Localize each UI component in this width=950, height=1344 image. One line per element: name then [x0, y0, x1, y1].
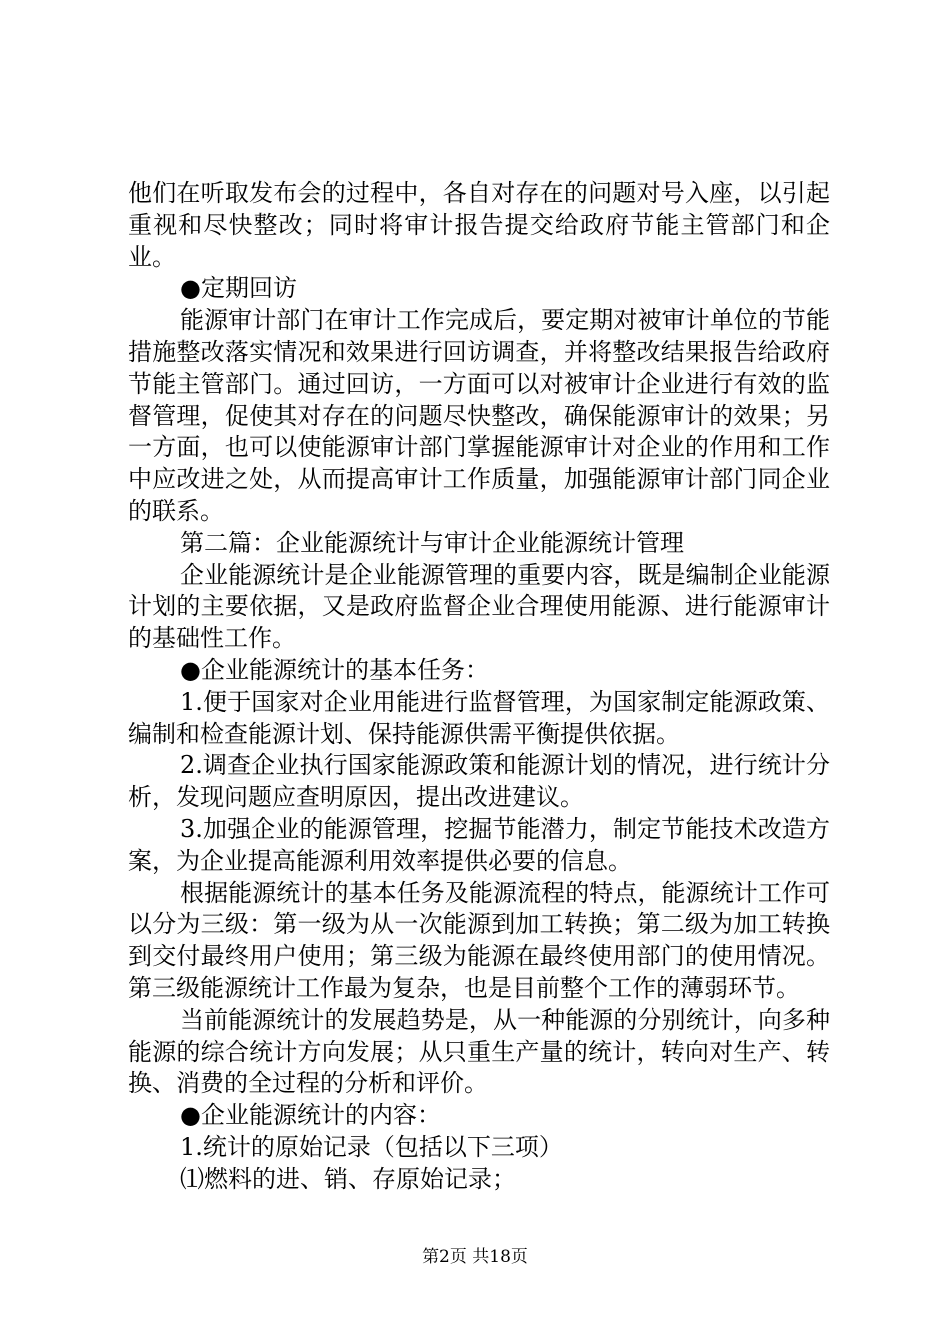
bullet-heading: ●企业能源统计的内容： [180, 1101, 441, 1130]
paragraph: 根据能源统计的基本任务及能源流程的特点，能源统计工作可以分为三级：第一级为从一次能源到加工转换；第二级为加工转换到交付最终用户使用；第三级为能源在最终使用部门的使用情况。第三级能源统计工作最为复杂，也是目前整个工作的薄弱环节。 [128, 878, 830, 1002]
list-item: 1.统计的原始记录（包括以下三项） [180, 1132, 563, 1161]
section-title: 第二篇：企业能源统计与审计企业能源统计管理 [180, 528, 684, 557]
list-item: ⑴燃料的进、销、存原始记录； [180, 1164, 516, 1193]
bullet-heading: ●企业能源统计的基本任务： [180, 655, 489, 684]
paragraph: 他们在听取发布会的过程中，各自对存在的问题对号入座，以引起重视和尽快整改；同时将审计报告提交给政府节能主管部门和企业。 [128, 179, 830, 271]
list-item: 2.调查企业执行国家能源政策和能源计划的情况，进行统计分析，发现问题应查明原因，提出改进建议。 [128, 751, 830, 812]
page-footer: 第2页 共18页 [422, 1247, 528, 1267]
list-item: 3.加强企业的能源管理，挖掘节能潜力，制定节能技术改造方案，为企业提高能源利用效率提供必要的信息。 [128, 814, 830, 875]
list-item: 1.便于国家对企业用能进行监督管理，为国家制定能源政策、编制和检查能源计划、保持能源供需平衡提供依据。 [128, 687, 830, 748]
paragraph: 当前能源统计的发展趋势是，从一种能源的分别统计，向多种能源的综合统计方向发展；从只重生产量的统计，转向对生产、转换、消费的全过程的分析和评价。 [128, 1005, 830, 1098]
bullet-heading: ●定期回访 [180, 274, 297, 303]
document-body [128, 178, 830, 1196]
paragraph: 能源审计部门在审计工作完成后，要定期对被审计单位的节能措施整改落实情况和效果进行回访调查，并将整改结果报告给政府节能主管部门。通过回访，一方面可以对被审计企业进行有效的监督管理，促使其对存在的问题尽快整改，确保能源审计的效果；另一方面，也可以使能源审计部门掌握能源审计对企业的作用和工作中应改进之处，从而提高审计工作质量，加强能源审计部门同企业的联系。 [128, 306, 830, 525]
paragraph: 企业能源统计是企业能源管理的重要内容，既是编制企业能源计划的主要依据，又是政府监督企业合理使用能源、进行能源审计的基础性工作。 [128, 560, 830, 653]
